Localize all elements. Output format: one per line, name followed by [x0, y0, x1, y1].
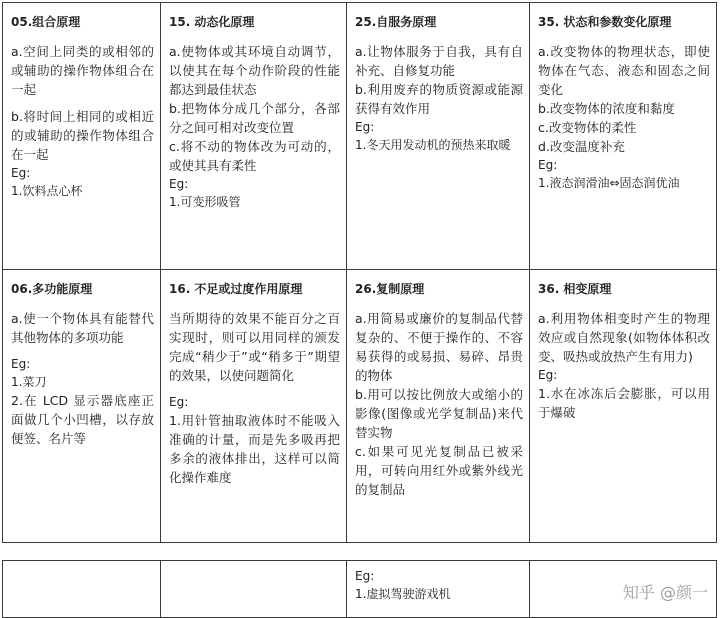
principle-line: a.使物体或其环境自动调节，以使其在每个动作阶段的性能都达到最佳状态 — [169, 44, 340, 97]
table-row — [3, 3, 717, 270]
continuation-table — [2, 560, 717, 618]
principle-line: a.让物体服务于自我，具有自补充、自修复功能 — [355, 44, 523, 78]
principle-line: c.改变物体的柔性 — [538, 120, 637, 135]
principle-cell-15 — [161, 3, 347, 270]
example-line: 1.虚拟驾驶游戏机 — [355, 587, 451, 601]
principle-cell-26 — [347, 270, 530, 543]
eg-label: Eg: — [538, 368, 558, 382]
example-line: 1.水在冰冻后会膨胀，可以用于爆破 — [538, 386, 710, 420]
table-row — [3, 561, 717, 618]
eg-label: Eg: — [355, 569, 375, 583]
principle-line: c.将不动的物体改为可动的，或使其具有柔性 — [169, 139, 340, 173]
principle-title: 15. 动态化原理 — [169, 15, 255, 29]
example-line: 1.菜刀 — [11, 375, 47, 389]
principle-line: b.把物体分成几个部分，各部分之间可相对改变位置 — [169, 101, 340, 135]
empty-cell — [161, 561, 347, 618]
principles-table — [2, 2, 717, 543]
principle-line: a.空间上同类的或相邻的或辅助的操作物体组合在一起 — [11, 44, 154, 97]
empty-cell — [3, 561, 161, 618]
example-line: 1.可变形吸管 — [169, 195, 241, 209]
principle-cell-25 — [347, 3, 530, 270]
principle-title: 05.组合原理 — [11, 15, 81, 29]
principle-line: a.改变物体的物理状态，即使物体在气态、液态和固态之间变化 — [538, 44, 710, 97]
principle-cell-36 — [530, 270, 717, 543]
principle-line: a.使一个物体具有能替代其他物体的多项功能 — [11, 311, 154, 345]
principle-cell-35 — [530, 3, 717, 270]
principle-line: d.改变温度补充 — [538, 139, 625, 154]
eg-label: Eg: — [11, 166, 31, 180]
principle-title: 35. 状态和参数变化原理 — [538, 15, 672, 29]
principle-line: a.利用物体相变时产生的物理效应或自然现象(如物体体积改变、吸热或放热产生有用力) — [538, 311, 710, 364]
eg-label: Eg: — [538, 158, 558, 172]
principle-line: 当所期待的效果不能百分之百实现时，则可以用同样的颁发完成“稍少于”或“稍多于”期望的效果，以使问题简化 — [169, 311, 340, 383]
example-line: 2.在 LCD 显示器底座正面做几个小凹槽，以存放便签、名片等 — [11, 393, 154, 446]
eg-label: Eg: — [355, 120, 375, 134]
principle-title: 16. 不足或过度作用原理 — [169, 282, 303, 296]
continuation-cell-26 — [347, 561, 530, 618]
principle-line: b.将时间上相同的或相近的或辅助的操作物体组合在一起 — [11, 109, 154, 162]
example-line: 1.冬天用发动机的预热来取暖 — [355, 138, 511, 152]
example-line: 1.液态润滑油⇔固态润优油 — [538, 176, 680, 190]
principle-title: 26.复制原理 — [355, 282, 425, 296]
page-break-gap — [0, 544, 720, 558]
principle-cell-06 — [3, 270, 161, 543]
principle-title: 25.自服务原理 — [355, 15, 437, 29]
eg-label: Eg: — [169, 177, 189, 191]
example-line: 1.饮料点心杯 — [11, 184, 83, 198]
example-line: 1.用针管抽取液体时不能吸入准确的计量，而是先多吸再把多余的液体排出，这样可以简化操作难度 — [169, 413, 340, 485]
principle-line: b.利用废弃的物质资源或能源获得有效作用 — [355, 82, 523, 116]
eg-label: Eg: — [169, 395, 189, 409]
principle-cell-16 — [161, 270, 347, 543]
watermark: 知乎 @颜一 — [622, 583, 708, 602]
principle-line: b.用可以按比例放大或缩小的影像(图像或光学复制品)来代替实物 — [355, 387, 523, 440]
principle-title: 06.多功能原理 — [11, 282, 93, 296]
principle-line: b.改变物体的浓度和黏度 — [538, 101, 675, 116]
table-row — [3, 270, 717, 543]
principle-cell-05 — [3, 3, 161, 270]
eg-label: Eg: — [11, 357, 31, 371]
principle-title: 36. 相变原理 — [538, 282, 612, 296]
principle-line: a.用简易或廉价的复制品代替复杂的、不便于操作的、不容易获得的或易损、易碎、昂贵的物体 — [355, 311, 523, 383]
principle-line: c.如果可见光复制品已被采用，可转向用红外或紫外线光的复制品 — [355, 444, 523, 497]
